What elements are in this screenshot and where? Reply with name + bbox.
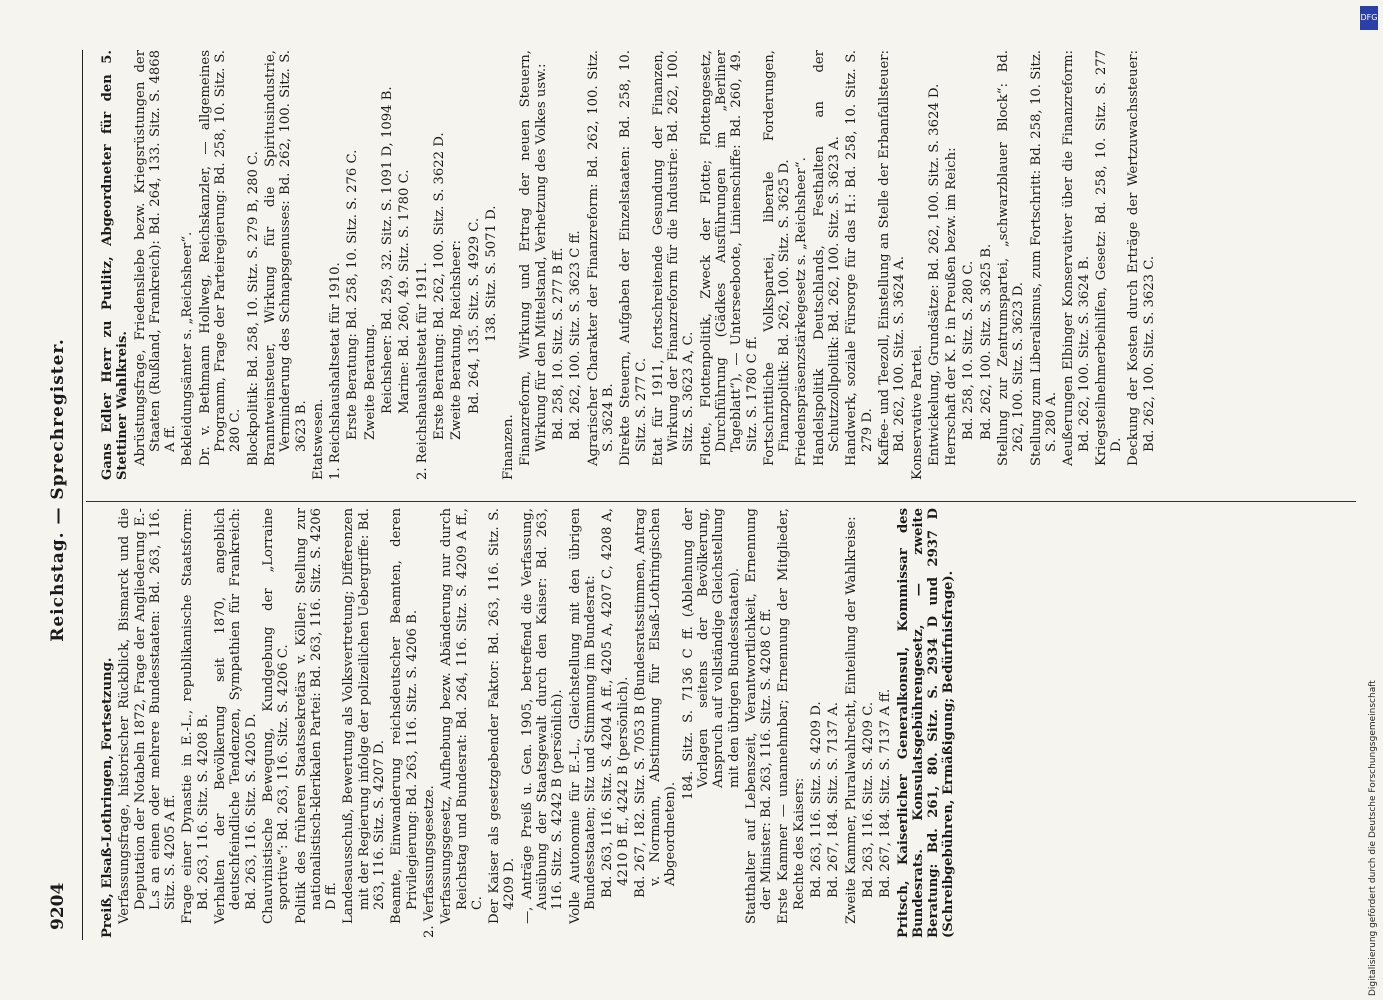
register-entry: Verfassungsfrage, historischer Rückblick, Bismarck und die Deputation der Notabeln 1872, Frage der Angliederung E.-L.s an einen oder mehrere Bundesstaaten: Bd. 263, 116. Sitz. S. 4205 A ff. xyxy=(117,508,179,924)
register-entry: Pritsch, Kaiserlicher Generalkonsul, Kommissar des Bundesrats. Konsulatsgebührengesetz, — zweite Beratung: Bd. 261, 80. Sitz. S. 2934 D und 2937 D (Schreibgebühren, Ermäßigung; Bedürfnisfrage). xyxy=(895,508,957,938)
running-title: Reichstag. — Sprechregister. xyxy=(48,338,68,642)
register-entry: Bd. 262, 100. Sitz. S. 3623 C ff. xyxy=(568,230,584,440)
register-entry: Etat für 1911, fortschreitende Gesundung der Finanzen, Wirkung der Finanzreform für die Industrie: Bd. 262, 100. Sitz. S. 3623 A, C. xyxy=(650,50,697,466)
register-entry: Bekleidungsämter s. „Reichsheer“. xyxy=(180,231,196,466)
register-entry: Etatswesen. xyxy=(310,398,326,480)
register-entry: Agrarischer Charakter der Finanzreform: Bd. 262, 100. Sitz. S. 3624 B. xyxy=(585,50,616,466)
register-entry: Zweite Beratung, Reichsheer: xyxy=(449,240,465,440)
register-entry: Bd. 267, 182. Sitz. S. 7053 B (Bundesratsstimmen, Antrag v. Normann, Abstimmung für Elsaß-Lothringischen Abgeordneten). xyxy=(632,508,679,898)
register-entry: Stellung zur Zentrumspartei, „schwarzblauer Block“: Bd. 262, 100. Sitz. S. 3623 D. xyxy=(996,50,1027,466)
register-entry: —, Anträge Preiß u. Gen. 1905, betreffend die Verfassung, Ausübung der Staatsgewalt durch den Kaiser: Bd. 263, 116. Sitz. S. 4242 B (persönlich). xyxy=(519,508,566,924)
register-entry: Erste Beratung: Bd. 258, 10. Sitz. S. 276 C. xyxy=(345,149,361,440)
register-entry: Deckung der Kosten durch Erträge der Wertzuwachssteuer: Bd. 262, 100. Sitz. S. 3623 C. xyxy=(1126,50,1157,466)
register-entry: 138. Sitz. S. 5071 D. xyxy=(483,205,499,342)
register-entry: Kaffee- und Teezoll, Einstellung an Stelle der Erbanfallsteuer: Bd. 262, 100. Sitz. S. 3624 A. xyxy=(876,50,908,466)
register-entry: Preiß, Elsaß-Lothringen, Fortsetzung. xyxy=(100,657,115,938)
register-entry: Direkte Steuern, Aufgaben der Einzelstaaten: Bd. 258, 10. Sitz. S. 277 C. xyxy=(618,50,649,466)
register-entry: 2. Reichshaushaltsetat für 1911. xyxy=(414,262,430,480)
digitization-note: Digitalisierung gefördert durch die Deutsche Forschungsgemeinschaft xyxy=(1368,680,1378,996)
register-entry: Konservative Partei. xyxy=(909,344,925,480)
register-entry: Branntweinsteuer, Wirkung für die Spiritusindustrie, Verminderung des Schnapsgenusses: Bd. 262, 100. Sitz. S. 3623 B. xyxy=(262,50,309,466)
register-entry: Der Kaiser als gesetzgebender Faktor: Bd. 263, 116. Sitz. S. 4209 D. xyxy=(487,508,518,924)
register-entry: Blockpolitik: Bd. 258, 10. Sitz. S. 279 B, 280 C. xyxy=(245,151,261,466)
register-entry: Abrüstungsfrage, Friedensliebe bezw. Kriegsrüstungen der Staaten (Rußland, Frankreich): Bd. 264, 133. Sitz. S. 4868 A ff. xyxy=(132,50,179,466)
register-entry: Bd. 258, 10. Sitz. S. 277 B ff. xyxy=(551,247,567,440)
register-entry: Volle Autonomie für E.-L., Gleichstellung mit den übrigen Bundesstaaten; Sitz und Stimmung im Bundesrat: xyxy=(567,508,598,924)
register-entry: Friedenspräsenzstärkegesetz s. „Reichsheer“. xyxy=(794,157,810,466)
register-entry: Stellung zum Liberalismus, zum Fortschritt: Bd. 258, 10. Sitz. S. 280 A. xyxy=(1028,50,1059,466)
register-entry: Flotte, Flottenpolitik, Zweck der Flotte; Flottengesetz, Durchführung (Gädkes Ausführungen im „Berliner Tageblatt“), — Unterseeboote, Linienschiffe: Bd. 260, 49. Sitz. S. 1780 C ff. xyxy=(698,50,760,466)
digitization-note-container xyxy=(1368,36,1383,996)
register-entry: Politik des früheren Staatssekretärs v. Köller; Stellung zur nationalistisch-klerikalen Partei: Bd. 263, 116. Sitz. S. 4206 D ff. xyxy=(293,508,340,924)
register-entry: Aeußerungen Elbinger Konservativer über die Finanzreform: Bd. 262, 100. Sitz. S. 3624 B. xyxy=(1061,50,1092,466)
register-entry: Finanzreform, Wirkung und Ertrag der neuen Steuern, Wirkung für den Mittelstand, Verhetzung des Volkes usw.: xyxy=(518,50,549,466)
register-entry: Bd. 262, 100. Sitz. S. 3625 B. xyxy=(978,243,994,440)
register-entry: Zweite Kammer, Pluralwahlrecht, Einteilung der Wahlkreise: xyxy=(843,516,859,924)
dfg-logo: DFG xyxy=(1360,6,1378,30)
left-column xyxy=(100,508,1360,938)
register-entry: Kriegsteilnehmerbeihilfen, Gesetz: Bd. 258, 10. Sitz. S. 277 D. xyxy=(1093,50,1125,466)
register-entry: Reichsheer: Bd. 259, 32. Sitz. S. 1091 D, 1094 B. xyxy=(380,86,396,414)
page-number: 9204 xyxy=(48,882,68,930)
register-entry: Herrschaft der K. P. in Preußen bezw. im Reich: xyxy=(944,147,960,466)
register-entry: 2. Verfassungsgesetze. xyxy=(421,785,437,938)
register-entry: Gans Edler Herr zu Putlitz, Abgeordneter für den 5. Stettiner Wahlkreis. xyxy=(100,50,131,480)
register-entry: Finanzen. xyxy=(501,414,517,480)
register-entry: Verfassungsgesetz, Aufhebung bezw. Abänderung nur durch Reichstag und Bundesrat: Bd. 264, 116. Sitz. S. 4209 A ff., C. xyxy=(439,508,485,924)
register-entry: 184. Sitz. S. 7136 C ff. (Ablehnung der Vorlagen seitens der Bevölkerung, Anspruch auf vollständige Gleichstellung mit den übrigen Bundesstaaten). xyxy=(680,508,742,800)
right-column xyxy=(100,50,1360,480)
register-entry: Entwickelung, Grundsätze: Bd. 262, 100. Sitz. S. 3624 D. xyxy=(926,83,942,466)
register-entry: Chauvinistische Bewegung, Kundgebung der „Lorraine sportive“: Bd. 263, 116. Sitz. S. 4206 C. xyxy=(260,508,292,924)
register-entry: Handwerk, soziale Fürsorge für das H.: Bd. 258, 10. Sitz. S. 279 D. xyxy=(844,50,875,466)
register-entry: Bd. 264, 135. Sitz. S. 4929 C. xyxy=(466,217,482,414)
register-entry: Fortschrittliche Volkspartei, liberale Forderungen, Finanzpolitik: Bd. 262, 100. Sitz. S. 3625 D. xyxy=(761,50,793,466)
register-entry: Erste Kammer — unannehmbar; Ernennung der Mitglieder, Rechte des Kaisers: xyxy=(776,508,807,924)
column-divider xyxy=(86,501,1356,502)
register-entry: Frage einer Dynastie in E.-L., republikanische Staatsform: Bd. 263, 116. Sitz. S. 4208 B. xyxy=(180,508,211,924)
register-entry: Erste Beratung: Bd. 262, 100. Sitz. S. 3622 D. xyxy=(431,132,447,440)
register-entry: Beamte, Einwanderung reichsdeutscher Beamten, deren Privilegierung: Bd. 263, 116. Sitz. S. 4206 B. xyxy=(389,508,420,924)
register-entry: Bd. 263, 116. Sitz. S. 4209 C. xyxy=(860,701,876,898)
register-entry: Landesausschuß, Bewertung als Volksvertretung; Differenzen mit der Regierung infolge der polizeilichen Uebergriffe: Bd. 263, 116. Sitz. S. 4207 D. xyxy=(341,508,388,924)
register-entry: Bd. 267, 184. Sitz. S. 7137 A. xyxy=(826,702,842,898)
register-entry: Marine: Bd. 260, 49. Sitz. S. 1780 C. xyxy=(397,169,413,414)
register-entry: Bd. 267, 184. Sitz. S. 7137 A ff. xyxy=(878,688,894,898)
register-entry: Dr. v. Bethmann Hollweg, Reichskanzler, — allgemeines Programm, Frage der Parteiregierung: Bd. 258, 10. Sitz. S. 280 C. xyxy=(197,50,244,466)
register-entry: Statthalter auf Lebenszeit, Verantwortlichkeit, Ernennung der Minister: Bd. 263, 116. Sitz. S. 4208 C ff. xyxy=(743,508,775,924)
register-entry: Bd. 258, 10. Sitz. S. 280 C. xyxy=(961,260,977,440)
register-entry: Handelspolitik Deutschlands, Festhalten an der Schutzzollpolitik: Bd. 262, 100. Sitz. S. 3623 A. xyxy=(811,50,843,466)
header-rule xyxy=(82,50,83,940)
page-header xyxy=(48,50,78,930)
register-entry: Bd. 263, 116. Sitz. S. 4204 A ff., 4205 A, 4207 C, 4208 A, 4210 B ff., 4242 B (persönlich). xyxy=(600,508,631,898)
register-entry: Zweite Beratung. xyxy=(362,323,378,440)
register-entry: 1. Reichshaushaltsetat für 1910. xyxy=(328,262,344,480)
register-entry: Verhalten der Bevölkerung seit 1870, angeblich deutschfeindliche Tendenzen, Sympathien für Frankreich: Bd. 263, 116. Sitz. S. 4205 D. xyxy=(213,508,259,924)
register-entry: Bd. 263, 116. Sitz. S. 4209 D. xyxy=(809,701,825,898)
